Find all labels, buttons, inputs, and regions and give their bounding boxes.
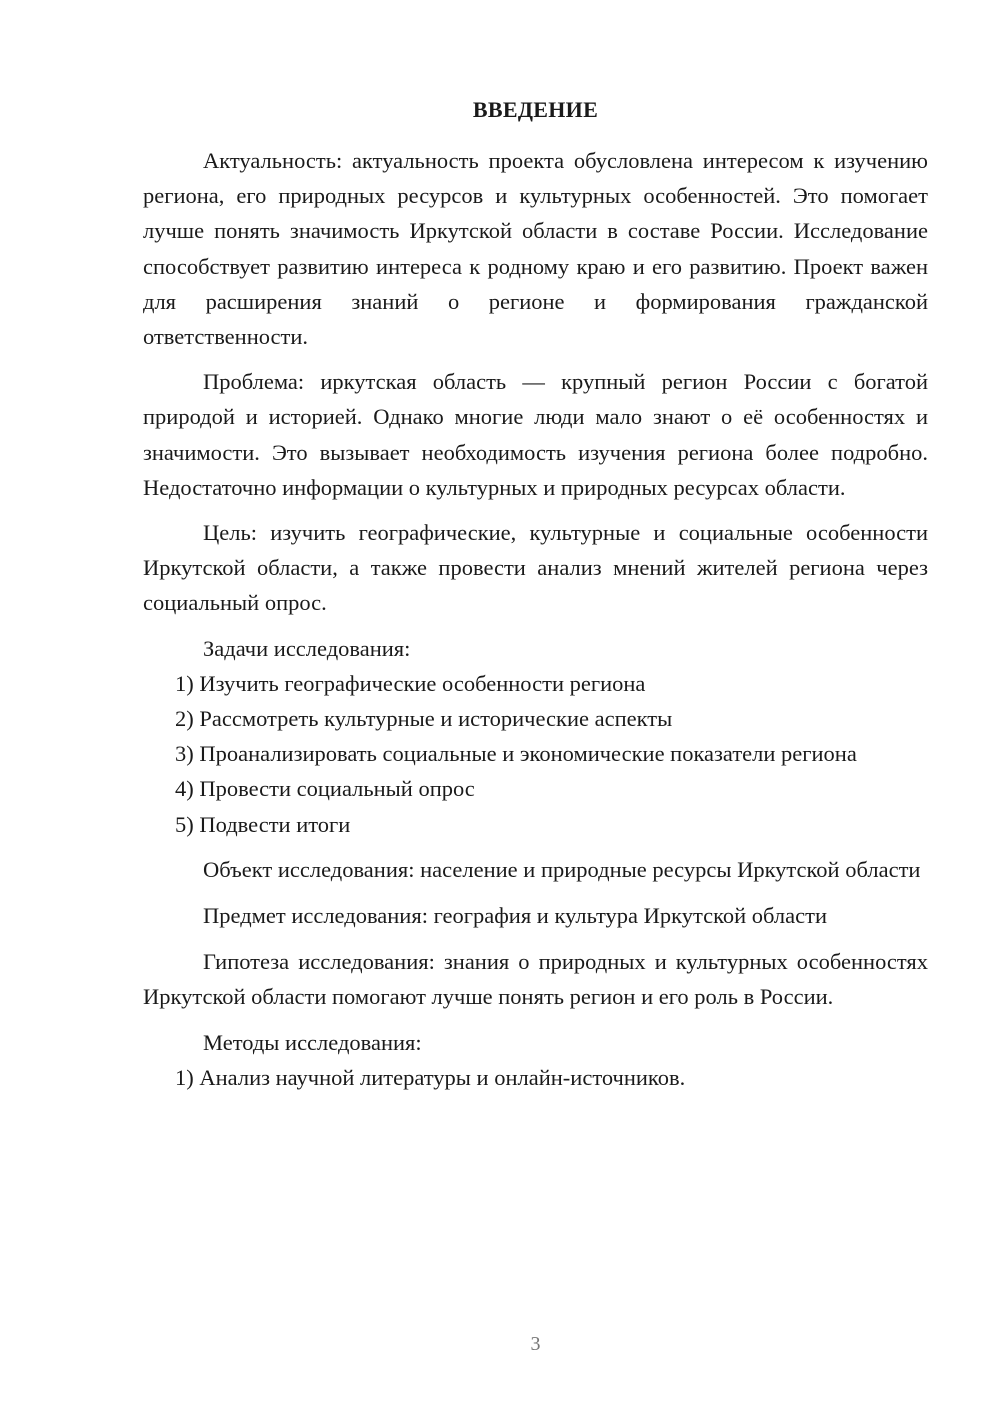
hypothesis-paragraph: Гипотеза исследования: знания о природных и культурных особенностях Иркутской области помогают лучше понять регион и его роль в России. xyxy=(143,948,928,1009)
page-number: 3 xyxy=(530,1333,541,1355)
task-item: 3) Проанализировать социальные и экономические показатели региона xyxy=(175,741,857,767)
method-item: 1) Анализ научной литературы и онлайн-источников. xyxy=(175,1064,686,1090)
object-paragraph: Объект исследования: население и природные ресурсы Иркутской области xyxy=(203,857,921,883)
section-title: ВВЕДЕНИЕ xyxy=(472,97,599,122)
problem-paragraph: Проблема: иркутская область — крупный регион России с богатой природой и историей. Однако многие люди мало знают о её особенностях и значимости. Это вызывает необходимость изучения региона более подробно. Недостаточно информации о культурных и природных ресурсах области. xyxy=(143,369,928,500)
task-item: 4) Провести социальный опрос xyxy=(175,776,475,802)
relevance-paragraph: Актуальность: актуальность проекта обусловлена интересом к изучению региона, его природных ресурсов и культурных особенностей. Это помогает лучше понять значимость Иркутской области в составе России. Исследование способствует развитию интереса к родному краю и его развитию. Проект важен для расширения знаний о регионе и формирования гражданской ответственности. xyxy=(143,148,928,350)
methods-heading: Методы исследования: xyxy=(203,1029,422,1055)
task-item: 2) Рассмотреть культурные и исторические аспекты xyxy=(175,706,673,732)
task-item: 5) Подвести итоги xyxy=(175,811,351,837)
goal-paragraph: Цель: изучить географические, культурные и социальные особенности Иркутской области, а также провести анализ мнений жителей региона через социальный опрос. xyxy=(143,520,928,616)
subject-paragraph: Предмет исследования: география и культура Иркутской области xyxy=(203,903,827,929)
document-page xyxy=(143,0,928,1414)
task-item: 1) Изучить географические особенности региона xyxy=(175,670,646,696)
document-body xyxy=(143,143,928,1095)
tasks-heading: Задачи исследования: xyxy=(203,635,411,661)
